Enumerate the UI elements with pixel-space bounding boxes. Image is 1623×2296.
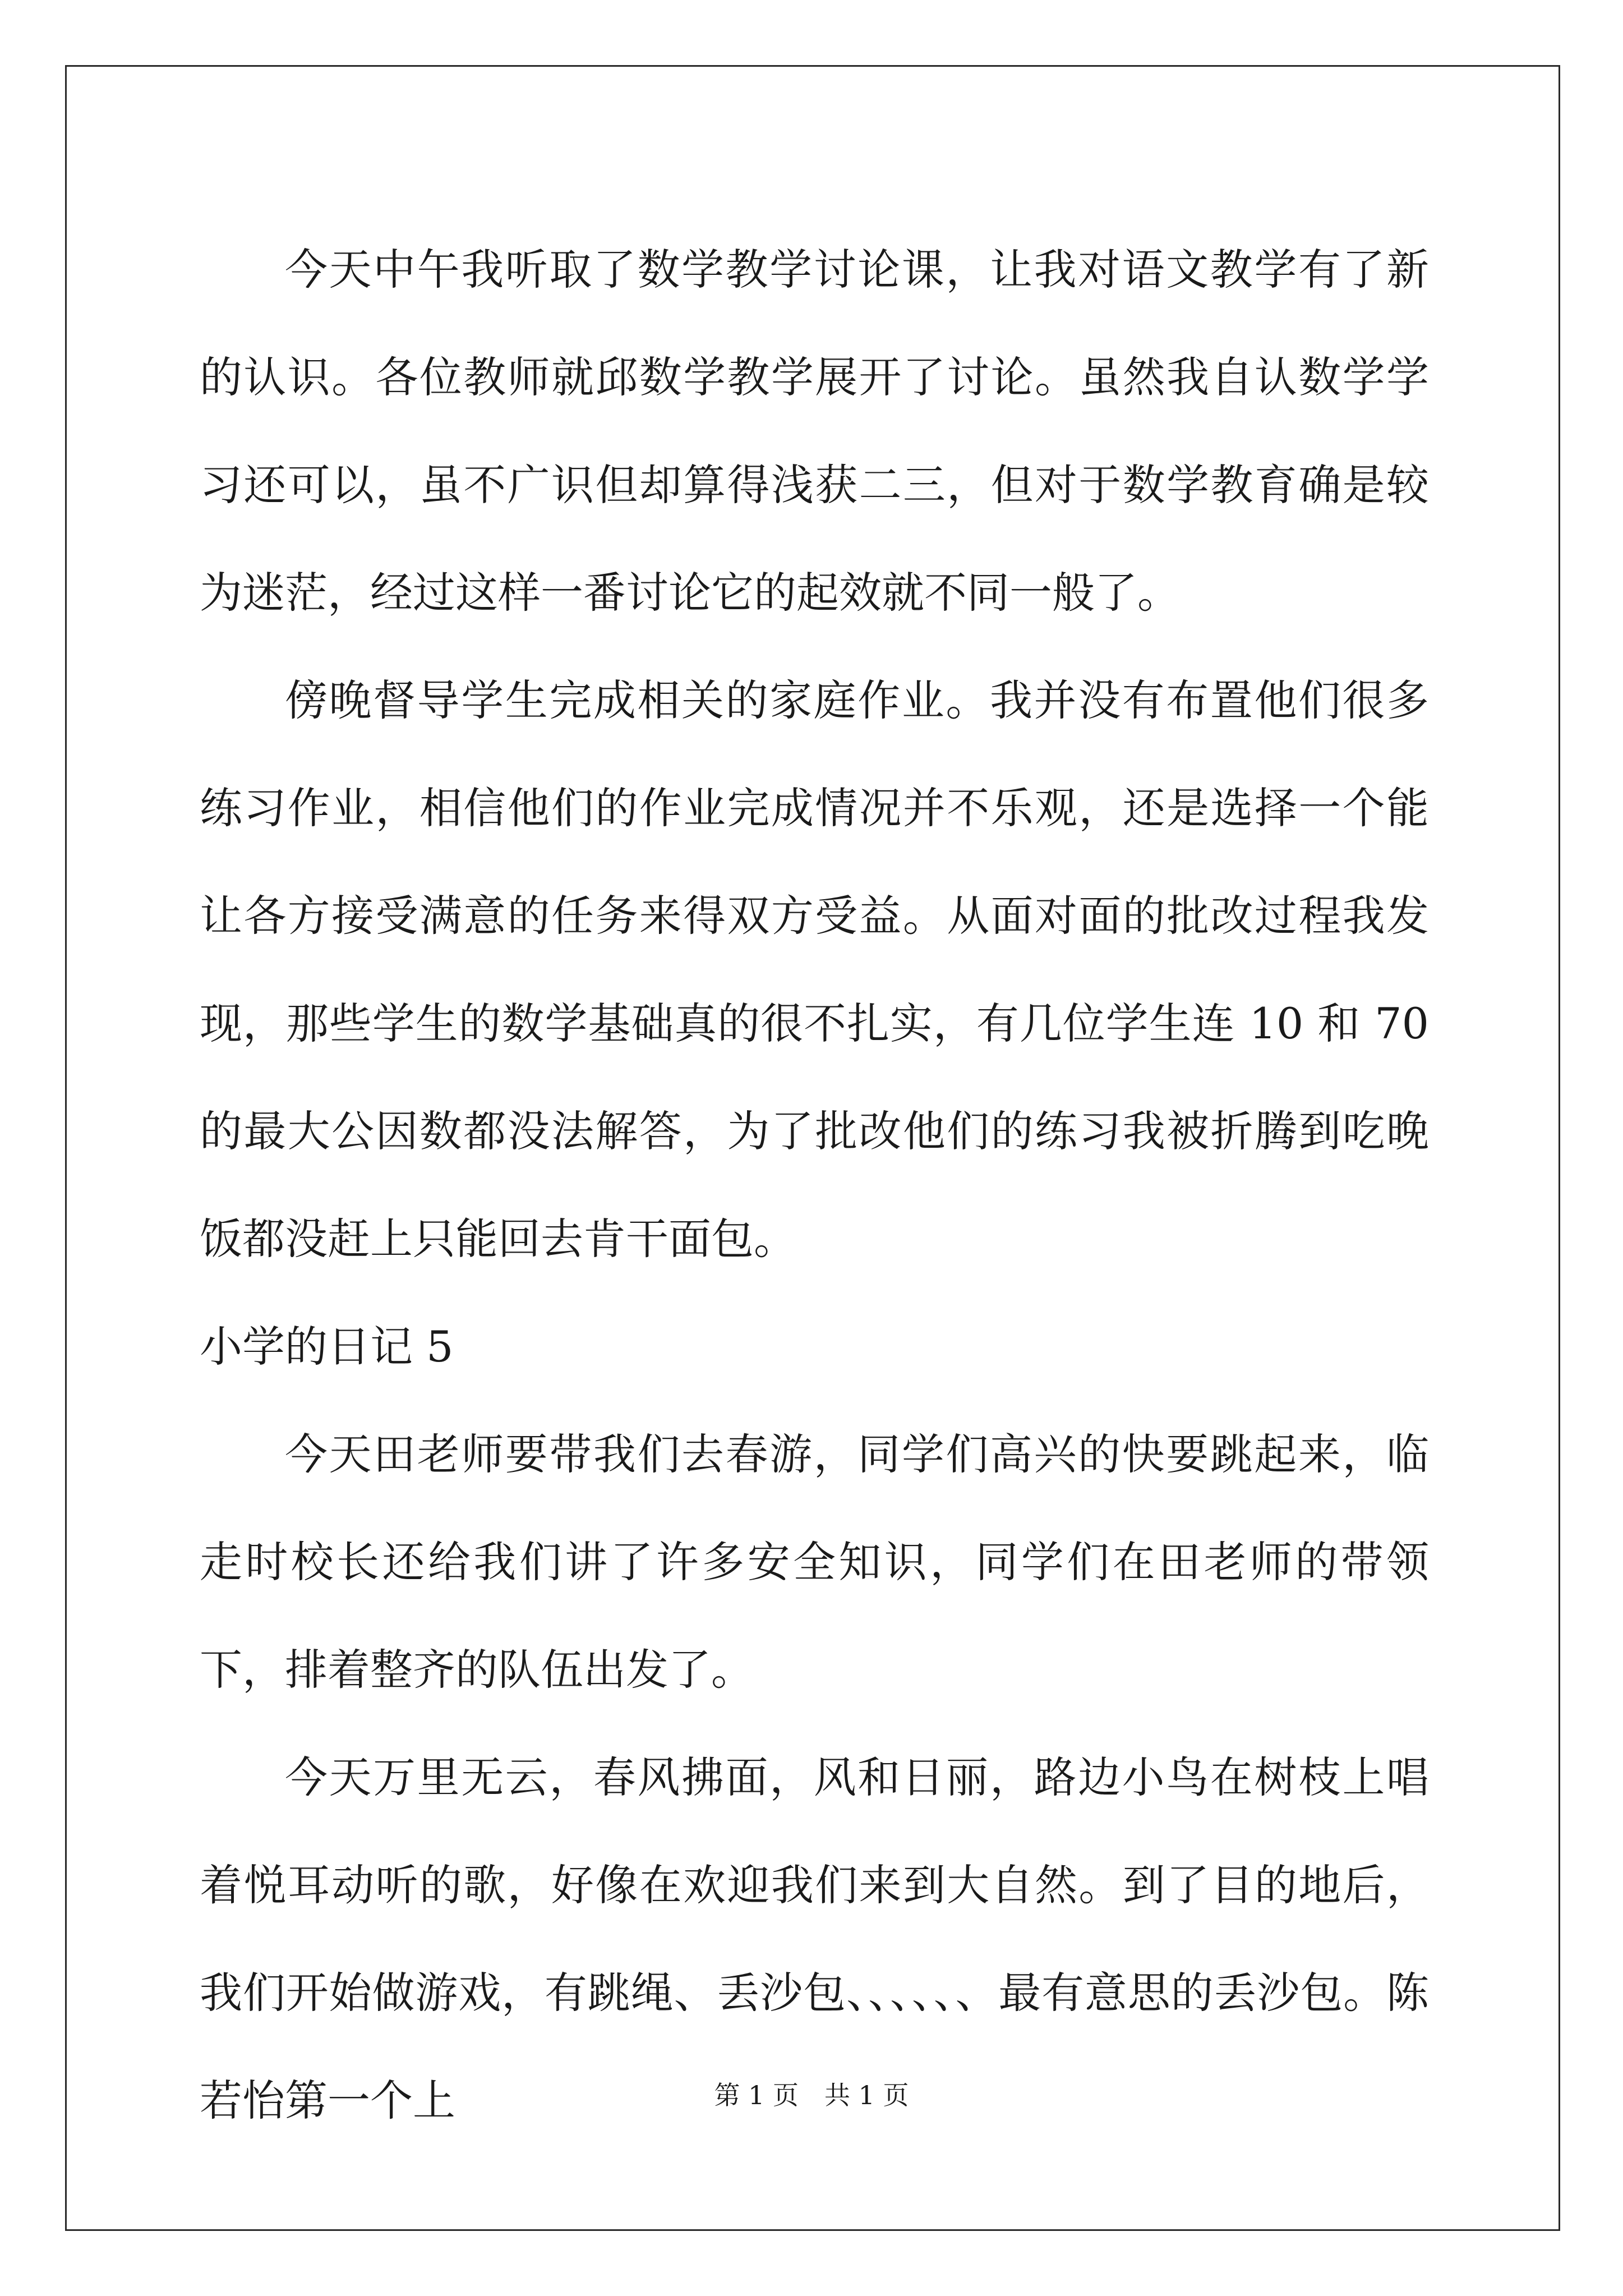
total-pages: 共 1 页 (824, 2080, 909, 2110)
paragraph-3: 今天田老师要带我们去春游，同学们高兴的快要跳起来，临走时校长还给我们讲了许多安全知识，同学们在田老师的带领下，排着整齐的队伍出发了。 (200, 1429, 1429, 1695)
paragraph-2: 傍晚督导学生完成相关的家庭作业。我并没有布置他们很多练习作业，相信他们的作业完成情况并不乐观，还是选择一个能让各方接受满意的任务来得双方受益。从面对面的批改过程我发现，那些学生的数学基础真的很不扎实，有几位学生连 10 和 70 的最大公因数都没法解答，为了批改他们的练习我被折腾到吃晚饭都没赶上只能回去肯干面包。 (200, 675, 1429, 1264)
document-body (200, 216, 1429, 2155)
paragraph-1: 今天中午我听取了数学教学讨论课，让我对语文教学有了新的认识。各位教师就邱数学教学展开了讨论。虽然我自认数学学习还可以，虽不广识但却算得浅获二三，但对于数学教育确是较为迷茫，经过这样一番讨论它的起效就不同一般了。 (200, 245, 1429, 618)
page-footer (0, 2078, 1623, 2112)
page-number: 第 1 页 (714, 2080, 799, 2110)
paragraph-4: 今天万里无云，春风拂面，风和日丽，路边小鸟在树枝上唱着悦耳动听的歌，好像在欢迎我们来到大自然。到了目的地后，我们开始做游戏，有跳绳、丢沙包、、、、、、最有意思的丢沙包。陈若怡第一个上 (200, 1752, 1429, 2125)
section-heading: 小学的日记 5 (200, 1322, 454, 1372)
